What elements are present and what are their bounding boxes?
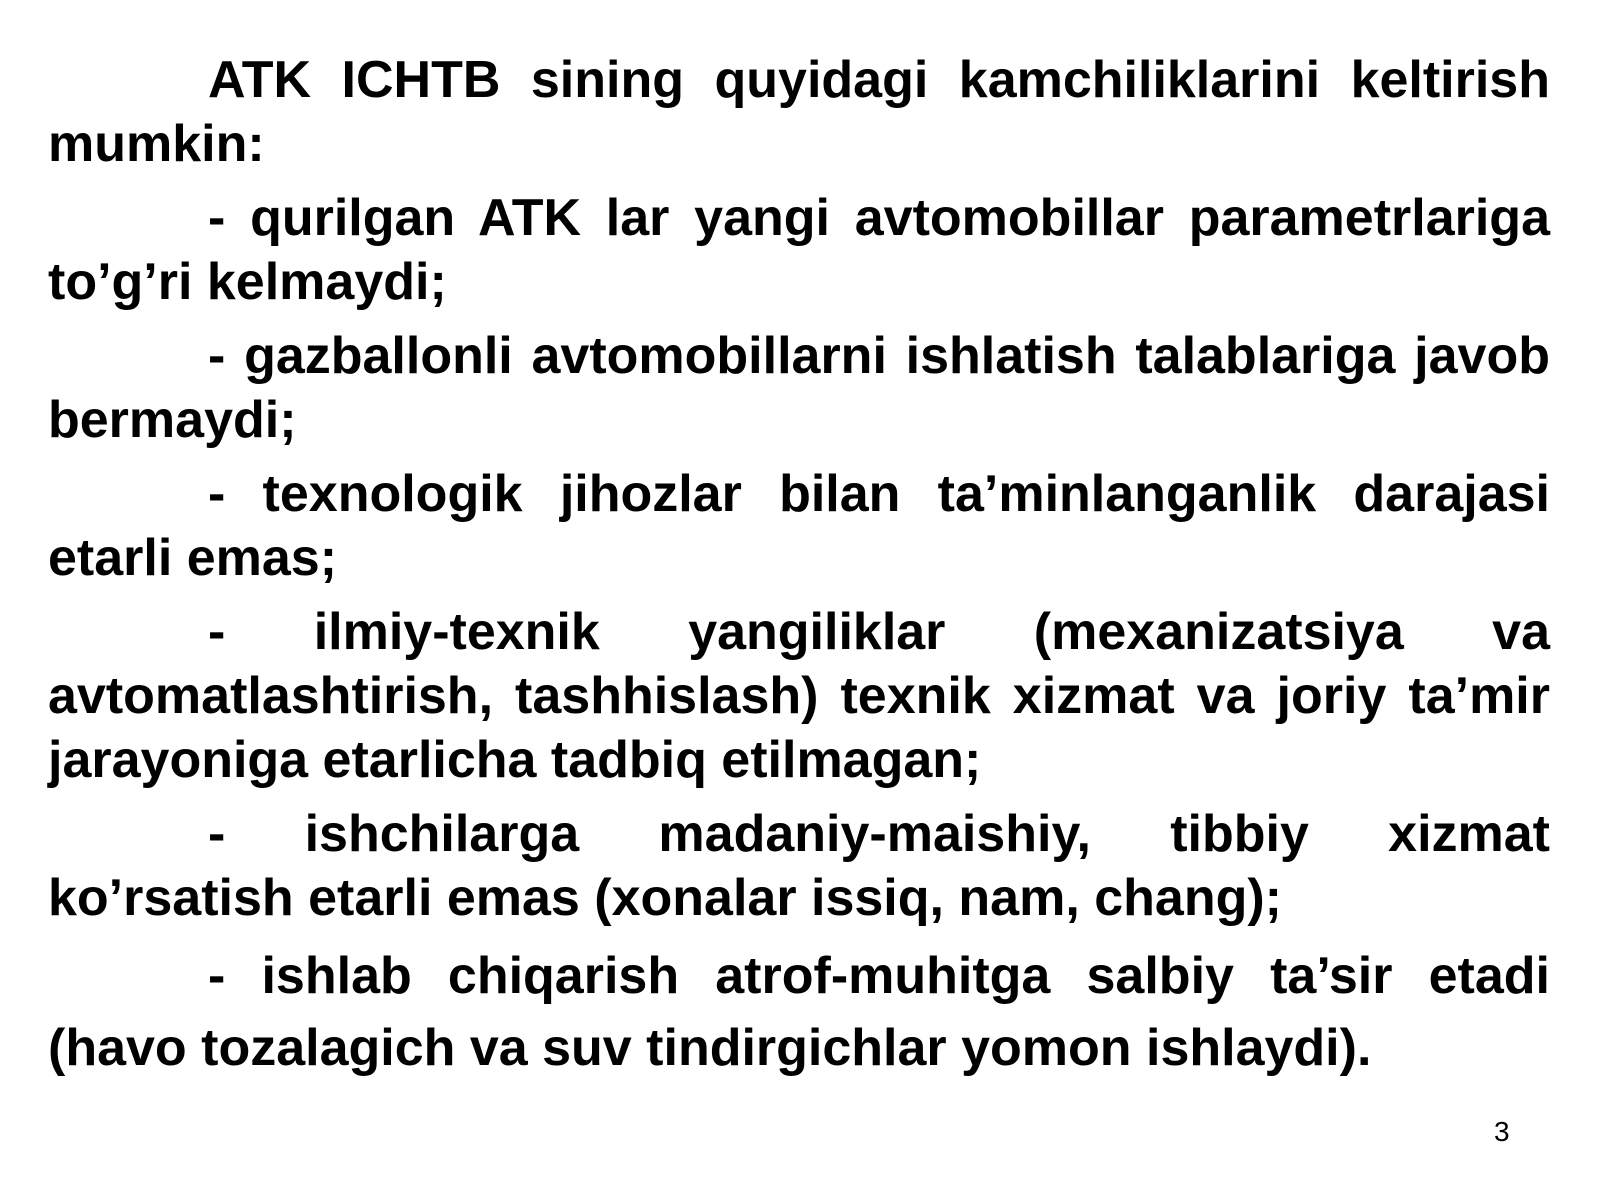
- list-item: - gazballonli avtomobillarni ishlatish talablariga javob bermaydi;: [48, 327, 1550, 449]
- list-item: - texnologik jihozlar bilan ta’minlanganlik darajasi etarli emas;: [48, 465, 1550, 587]
- list-item: - ishchilarga madaniy-maishiy, tibbiy xizmat ko’rsatish etarli emas (xonalar issiq, nam, chang);: [48, 805, 1550, 927]
- list-item: - qurilgan ATK lar yangi avtomobillar parametrlariga to’g’ri kelmaydi;: [48, 189, 1550, 311]
- slide-body-text: [48, 48, 1550, 1094]
- page-number: 3: [1494, 1116, 1510, 1147]
- list-item: - ishlab chiqarish atrof-muhitga salbiy ta’sir etadi (havo tozalagich va suv tindirgichlar yomon ishlaydi).: [48, 947, 1550, 1077]
- intro-paragraph: ATK ICHTB sining quyidagi kamchiliklarini keltirish mumkin:: [48, 51, 1550, 173]
- list-item: - ilmiy-texnik yangiliklar (mexanizatsiya va avtomatlashtirish, tashhislash) texnik xizmat va joriy ta’mir jarayoniga etarlicha tadbiq etilmagan;: [48, 603, 1550, 789]
